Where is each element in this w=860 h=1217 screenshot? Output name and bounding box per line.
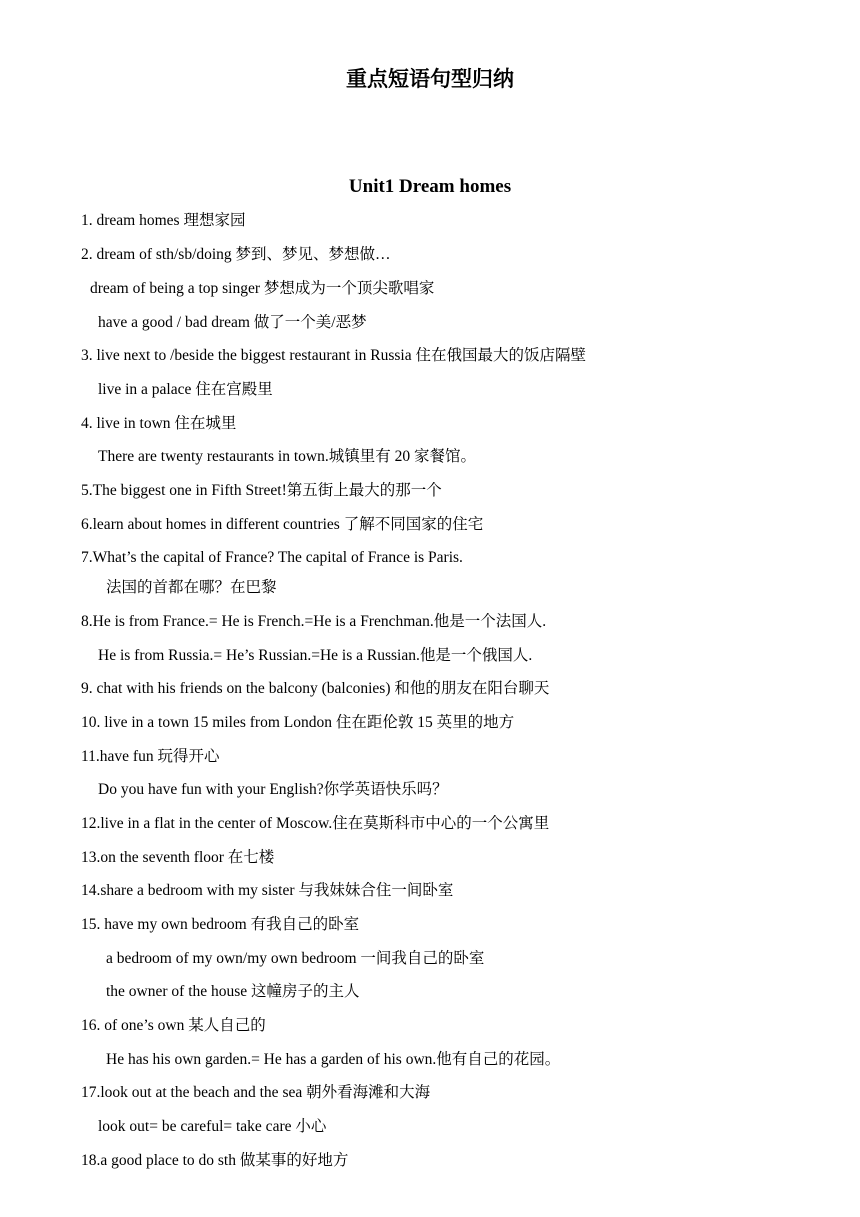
phrase-line: 4. live in town 住在城里 — [81, 415, 237, 432]
phrase-line: 6.learn about homes in different countries 了解不同国家的住宅 — [81, 516, 484, 533]
phrase-line: look out= be careful= take care 小心 — [98, 1118, 327, 1135]
phrase-line: He has his own garden.= He has a garden of his own.他有自己的花园。 — [106, 1051, 561, 1068]
phrase-line: 14.share a bedroom with my sister 与我妹妹合住一间卧室 — [81, 882, 454, 899]
phrase-line: 9. chat with his friends on the balcony (balconies) 和他的朋友在阳台聊天 — [81, 680, 550, 697]
phrase-line: 10. live in a town 15 miles from London 住在距伦敦 15 英里的地方 — [81, 714, 515, 731]
phrase-line: the owner of the house 这幢房子的主人 — [106, 983, 360, 1000]
phrase-line: 16. of one’s own 某人自己的 — [81, 1017, 266, 1034]
phrase-line: There are twenty restaurants in town.城镇里有 20 家餐馆。 — [98, 448, 476, 465]
phrase-line: 11.have fun 玩得开心 — [81, 748, 220, 765]
page-title: 重点短语句型归纳 — [346, 67, 514, 91]
phrase-line: 12.live in a flat in the center of Moscow.住在莫斯科市中心的一个公寓里 — [81, 815, 550, 832]
phrase-line: 法国的首都在哪？在巴黎 — [106, 579, 277, 596]
phrase-line: 2. dream of sth/sb/doing 梦到、梦见、梦想做… — [81, 246, 391, 263]
phrase-line: 3. live next to /beside the biggest restaurant in Russia 住在俄国最大的饭店隔壁 — [81, 347, 586, 364]
phrase-line: 8.He is from France.= He is French.=He is a Frenchman.他是一个法国人. — [81, 613, 547, 630]
phrase-line: have a good / bad dream 做了一个美/恶梦 — [98, 314, 367, 331]
phrase-line: 1. dream homes 理想家园 — [81, 212, 246, 229]
phrase-line: He is from Russia.= He’s Russian.=He is a Russian.他是一个俄国人. — [98, 647, 533, 664]
phrase-line: 15. have my own bedroom 有我自己的卧室 — [81, 916, 360, 933]
phrase-line: 18.a good place to do sth 做某事的好地方 — [81, 1152, 349, 1169]
phrase-line: 5.The biggest one in Fifth Street!第五街上最大的那一个 — [81, 482, 442, 499]
phrase-line: 13.on the seventh floor 在七楼 — [81, 849, 275, 866]
unit-title: Unit1 Dream homes — [348, 176, 512, 197]
phrase-line: a bedroom of my own/my own bedroom 一间我自己的卧室 — [106, 950, 485, 967]
phrase-line: Do you have fun with your English?你学英语快乐吗？ — [98, 781, 448, 798]
phrase-line: dream of being a top singer 梦想成为一个顶尖歌唱家 — [90, 280, 435, 297]
phrase-line: live in a palace 住在宫殿里 — [98, 381, 273, 398]
phrase-line: 17.look out at the beach and the sea 朝外看海滩和大海 — [81, 1084, 431, 1101]
phrase-line: 7.What’s the capital of France? The capital of France is Paris. — [81, 549, 463, 566]
